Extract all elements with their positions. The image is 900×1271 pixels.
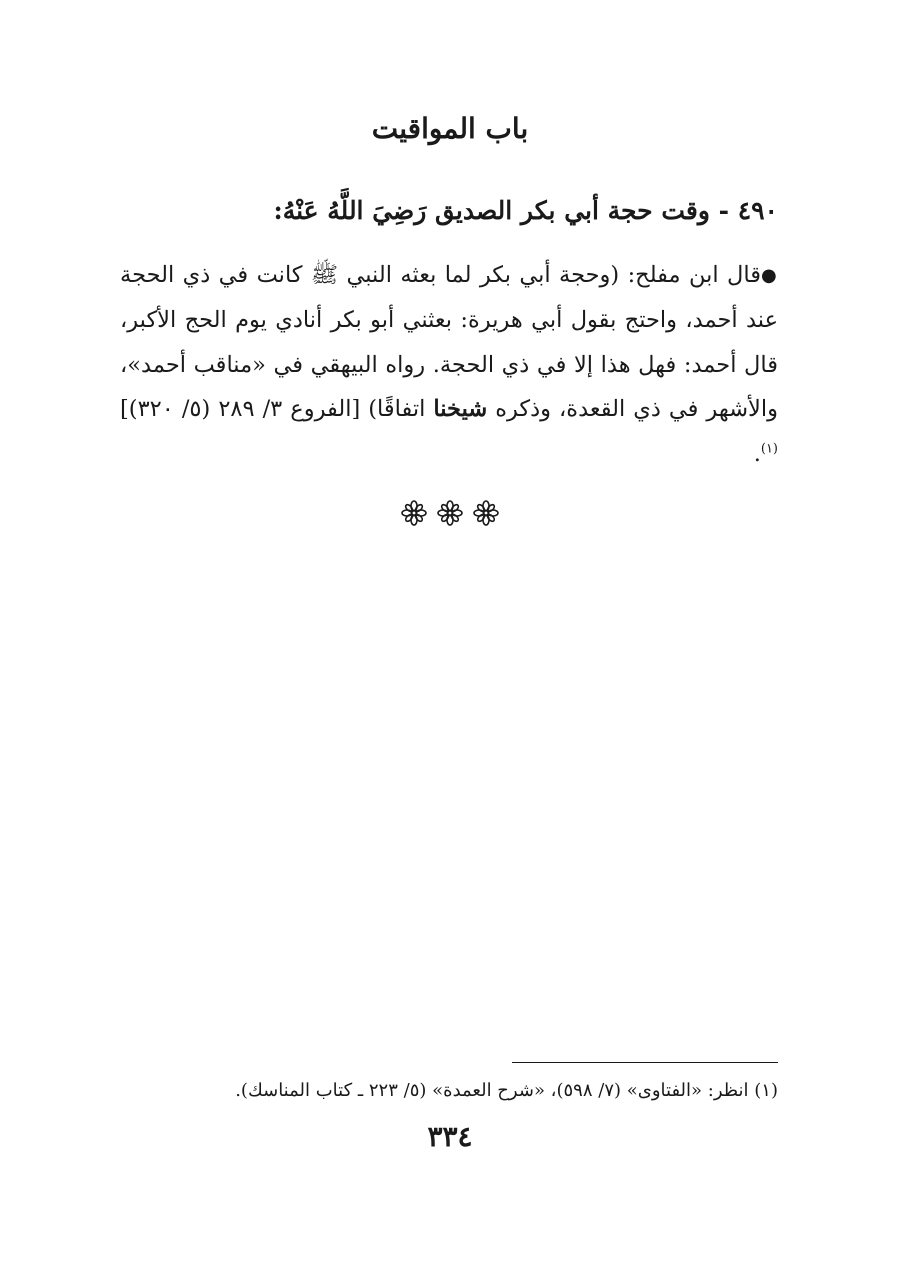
footnote-divider [512, 1062, 778, 1063]
paragraph-text-part1: قال ابن مفلح: (وحجة أبي بكر لما بعثه النبي ﷺ كانت في ذي الحجة عند أحمد، واحتج بقول أبي هريرة: بعثني أبو بكر أنادي يوم الحج الأكبر، قال أحمد: فهل هذا إلا في ذي الحجة. رواه البيهقي في «مناقب أحمد»، والأشهر في ذي القعدة، وذكره [120, 262, 778, 423]
paragraph-text-part2: اتفاقًا) [الفروع ٣/ ٢٨٩ (٥/ ٣٢٠)] [120, 396, 434, 423]
section-heading: ٤٩٠ - وقت حجة أبي بكر الصديق رَضِيَ اللَّهُ عَنْهُ: [273, 196, 778, 225]
bullet-icon: ● [761, 264, 778, 286]
paragraph-end: . [753, 440, 761, 467]
paragraph-bold-name: شيخنا [433, 396, 488, 423]
footnote-reference: (١) [760, 441, 778, 457]
section-divider-ornaments [0, 500, 900, 526]
body-paragraph [120, 253, 778, 476]
flower-ornament-icon [473, 500, 499, 526]
flower-ornament-icon [401, 500, 427, 526]
page-number: ٣٣٤ [427, 1120, 473, 1153]
chapter-title: باب المواقيت [371, 112, 529, 145]
flower-ornament-icon [437, 500, 463, 526]
footnote: (١) انظر: «الفتاوى» (٧/ ٥٩٨)، «شرح العمدة» (٥/ ٢٢٣ ـ كتاب المناسك). [235, 1080, 778, 1101]
